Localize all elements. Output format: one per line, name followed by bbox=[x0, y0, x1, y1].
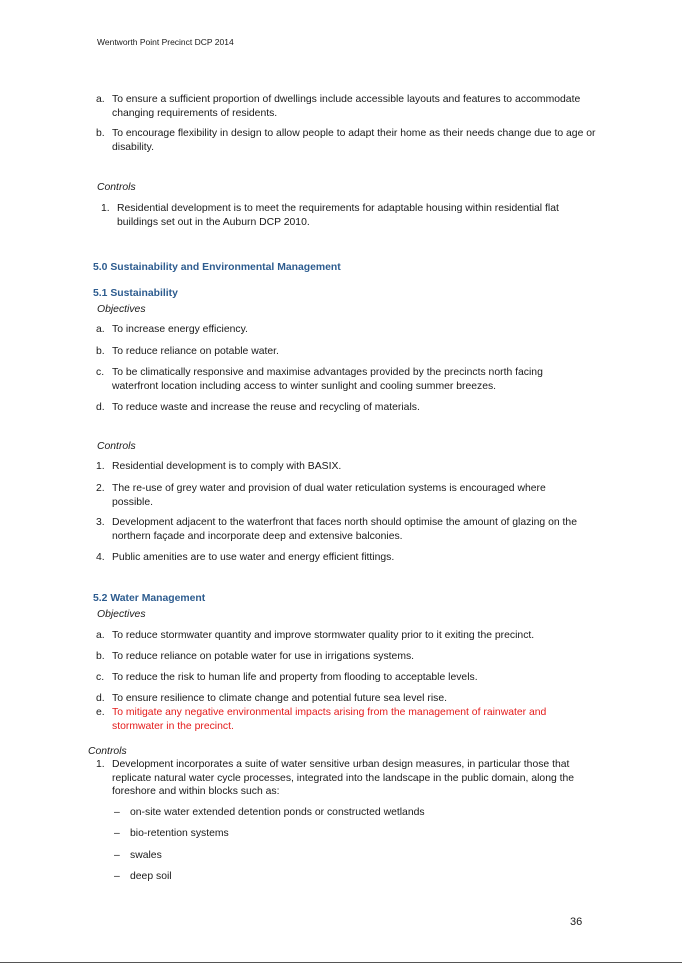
list-item: a. To increase energy efficiency. bbox=[96, 324, 248, 335]
controls-heading: Controls bbox=[97, 182, 136, 193]
section-heading: 5.0 Sustainability and Environmental Management bbox=[93, 262, 341, 273]
page-bottom-border bbox=[0, 962, 682, 963]
list-item: b. To reduce reliance on potable water for use in irrigations systems. bbox=[96, 651, 415, 662]
bullet-item: – on-site water extended detention ponds or constructed wetlands bbox=[114, 807, 425, 818]
bullet-item: – bio-retention systems bbox=[114, 828, 229, 839]
list-item: 2. The re-use of grey water and provision of dual water reticulation systems is encouraged where possible. bbox=[96, 483, 546, 508]
list-item: a. To reduce stormwater quantity and improve stormwater quality prior to it exiting the precinct. bbox=[96, 630, 535, 641]
list-item: b. To reduce reliance on potable water. bbox=[96, 346, 279, 357]
list-item: 1. Residential development is to comply with BASIX. bbox=[96, 461, 342, 472]
subsection-heading: 5.2 Water Management bbox=[93, 593, 206, 604]
list-item: a. To ensure a sufficient proportion of dwellings include accessible layouts and features to accommodate changing requirements of residents. bbox=[96, 94, 581, 119]
bullet-item: – swales bbox=[114, 850, 162, 861]
list-item-highlighted: e. To mitigate any negative environmental impacts arising from the management of rainwater and stormwater in the precinct. bbox=[96, 707, 547, 732]
controls-heading: Controls bbox=[97, 441, 136, 452]
list-item: 1. Residential development is to meet the requirements for adaptable housing within residential flat buildings set out in the Auburn DCP 2010. bbox=[101, 203, 559, 228]
controls-heading: Controls bbox=[88, 746, 127, 757]
list-item: c. To reduce the risk to human life and property from flooding to acceptable levels. bbox=[96, 672, 478, 683]
list-item: 3. Development adjacent to the waterfront that faces north should optimise the amount of glazing on the northern façade and incorporate deep and extensive balconies. bbox=[96, 517, 577, 542]
page-number: 36 bbox=[570, 916, 583, 928]
list-item: 1. Development incorporates a suite of water sensitive urban design measures, in particular those that replicate natural water cycle processes, integrated into the landscape in the public domain, along the foreshore and within blocks such as: bbox=[96, 759, 575, 798]
objectives-heading: Objectives bbox=[97, 304, 146, 315]
bullet-item: – deep soil bbox=[114, 871, 172, 882]
page-header: Wentworth Point Precinct DCP 2014 bbox=[97, 37, 234, 47]
list-item: d. To reduce waste and increase the reuse and recycling of materials. bbox=[96, 402, 420, 413]
list-item: 4. Public amenities are to use water and energy efficient fittings. bbox=[96, 552, 395, 563]
objectives-heading: Objectives bbox=[97, 609, 146, 620]
list-item: b. To encourage flexibility in design to allow people to adapt their home as their needs change due to age or disability. bbox=[96, 128, 596, 153]
list-item: d. To ensure resilience to climate change and potential future sea level rise. bbox=[96, 693, 448, 704]
list-item: c. To be climatically responsive and maximise advantages provided by the precincts north facing waterfront location including access to winter sunlight and cooling summer breezes. bbox=[96, 367, 543, 392]
subsection-heading: 5.1 Sustainability bbox=[93, 288, 178, 299]
